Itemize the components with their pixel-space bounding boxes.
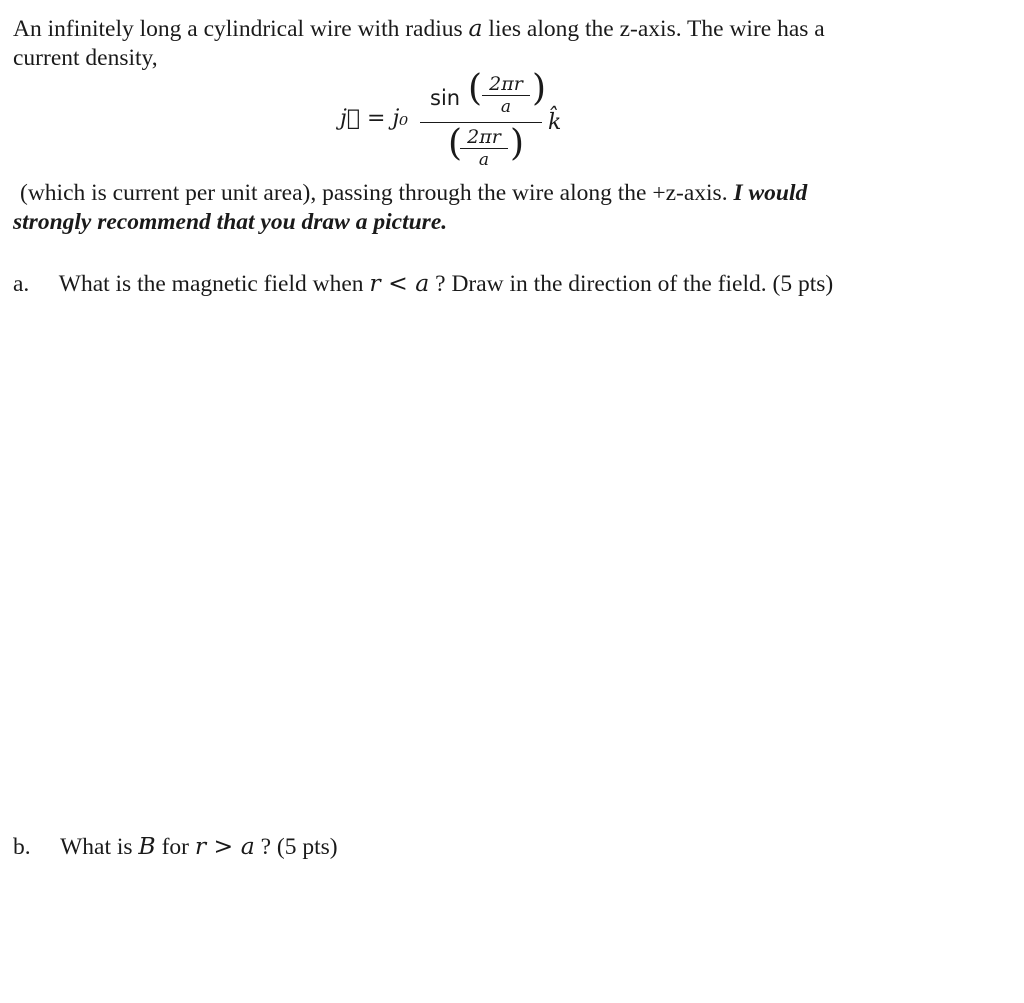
paren-close-den: ) xyxy=(510,123,525,164)
recommendation-end: strongly recommend that you draw a picture. xyxy=(13,209,448,235)
part-b-question xyxy=(13,831,338,862)
part-a-question xyxy=(13,268,833,299)
part-b-text-end: ? (5 pts) xyxy=(260,834,338,860)
part-b-label: b. xyxy=(13,834,31,860)
part-a-label: a. xyxy=(13,271,30,297)
intro-text-end: lies along the z-axis. The wire has a xyxy=(488,16,825,42)
denominator-fraction xyxy=(456,127,512,170)
recommendation-start: I would xyxy=(733,180,808,206)
current-density-equation xyxy=(340,70,600,180)
part-b-condition: r > a xyxy=(194,832,255,860)
denominator-bottom: a xyxy=(478,150,490,170)
part-b-text-mid: for xyxy=(161,834,189,860)
after-eq-line-1 xyxy=(20,178,807,208)
intro-line-1 xyxy=(13,13,825,44)
intro-text: An infinitely long a cylindrical wire with radius xyxy=(13,16,463,42)
equation-denominator xyxy=(448,123,525,175)
after-eq-line-2 xyxy=(13,207,447,237)
intro-line-2 xyxy=(13,43,158,73)
intro-text-2: current density, xyxy=(13,45,158,71)
paren-open-den: ( xyxy=(448,123,463,164)
after-eq-text: (which is current per unit area), passing through the wire along the +z-axis. xyxy=(20,180,728,206)
numerator-fraction xyxy=(478,74,534,117)
part-a-text-end: ? Draw in the direction of the field. (5 pts) xyxy=(435,271,834,297)
fraction-bar-den xyxy=(460,148,508,149)
equation-lhs: j⃗ = j₀ xyxy=(340,106,409,131)
paren-close: ) xyxy=(532,68,547,109)
fraction-bar xyxy=(482,95,530,96)
unit-vector-k: k̂ xyxy=(548,110,562,135)
part-a-text: What is the magnetic field when xyxy=(58,271,364,297)
numerator-bottom: a xyxy=(500,97,512,117)
paren-open: ( xyxy=(468,68,483,109)
numerator-top: 2πr xyxy=(489,73,523,95)
part-b-symbol: B xyxy=(138,832,156,860)
part-b-text: What is xyxy=(60,834,133,860)
denominator-top: 2πr xyxy=(467,126,501,148)
equation-numerator xyxy=(430,68,550,120)
radius-symbol: a xyxy=(468,14,483,42)
sin-function: sin xyxy=(430,86,461,110)
part-a-condition: r < a xyxy=(369,269,430,297)
